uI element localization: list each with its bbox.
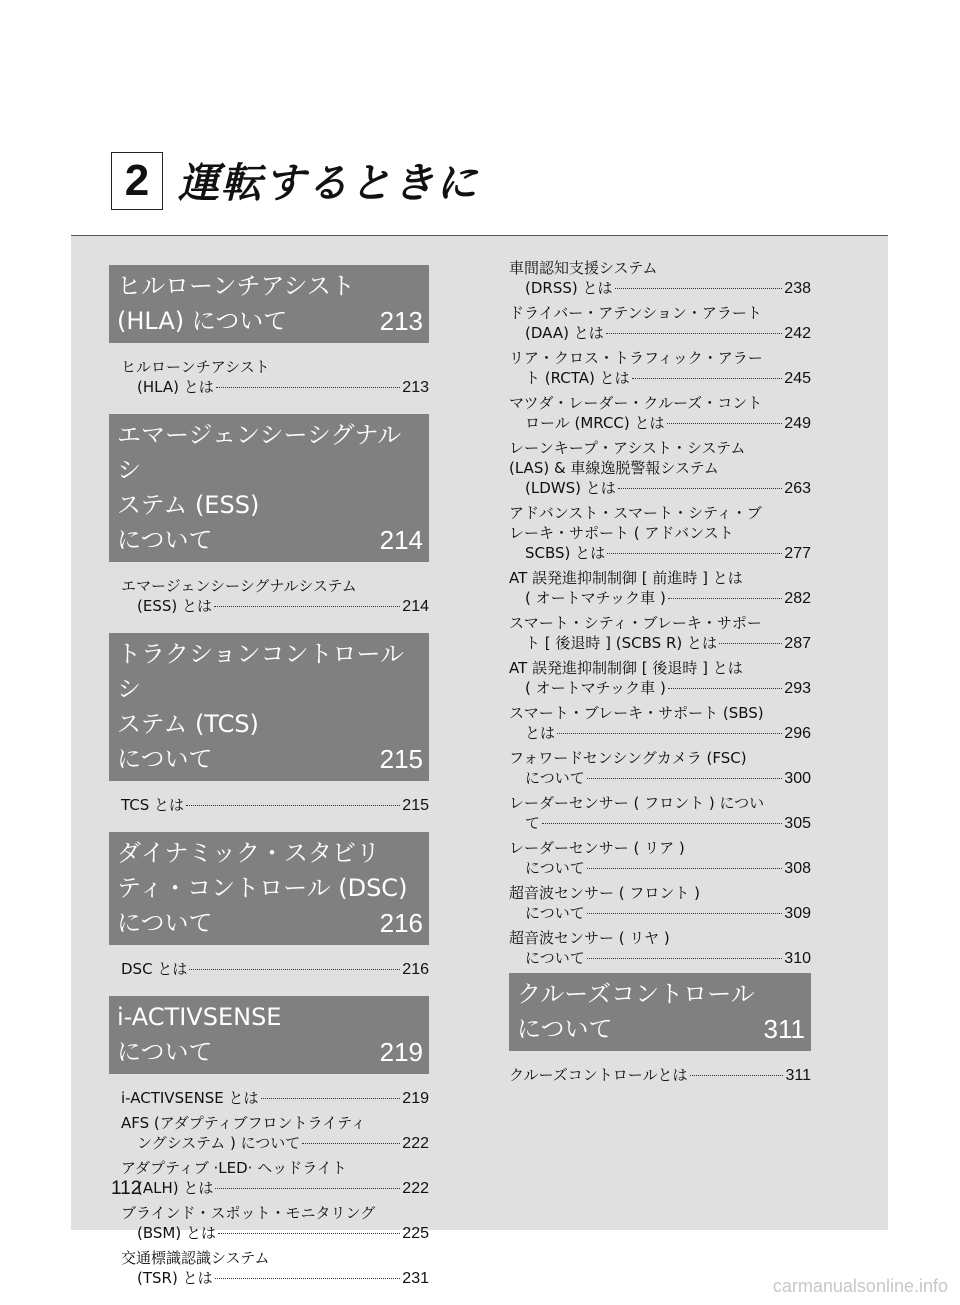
entry-text-line: 車間認知支援システム [509,259,658,277]
section-title: トラクションコントロールシ ステム (TCS) について [117,640,405,773]
entry-page-number: 305 [784,815,811,832]
toc-entry[interactable] [509,748,811,789]
section-header[interactable] [109,633,429,781]
dot-leader [587,868,783,869]
entry-text-line: マツダ・レーダー・クルーズ・コント [509,394,763,412]
right-section-group [509,973,811,1086]
toc-entry[interactable] [509,883,811,924]
dot-leader [606,333,783,334]
entry-page-number: 219 [402,1090,429,1107]
entry-text-line: について [525,949,585,967]
entry-text-line: (LAS) & 車線逸脱警報システム [509,459,719,477]
toc-entry[interactable] [509,258,811,299]
dot-leader [607,553,782,554]
toc-entry[interactable] [109,959,429,980]
dot-leader [668,598,783,599]
section-page-number: 311 [763,1014,805,1044]
right-entry-list [509,258,811,969]
toc-entry[interactable] [509,658,811,699]
section-header[interactable] [509,973,811,1051]
toc-entry[interactable] [109,1158,429,1199]
entry-text-line: レーダーセンサー ( フロント ) につい [509,794,765,812]
toc-entry[interactable] [509,613,811,654]
entry-text-line: について [525,904,585,922]
entry-last-line [509,543,811,564]
entry-text-line: ト (RCTA) とは [525,369,630,387]
entry-last-line [121,1223,429,1244]
entry-text-line: ブラインド・スポット・モニタリング [121,1204,376,1222]
chapter-title: 運転するときに [178,159,479,207]
entry-page-number: 310 [784,950,811,967]
dot-leader [186,805,400,806]
dot-leader [615,288,783,289]
entry-text-line: AT 誤発進抑制制御 [ 後退時 ] とは [509,659,743,677]
toc-entry[interactable] [509,703,811,744]
toc-entry[interactable] [109,576,429,617]
entry-text-line: リア・クロス・トラフィック・アラー [509,349,763,367]
entry-page-number: 300 [784,770,811,787]
section-header[interactable] [109,414,429,562]
entry-last-line [509,723,811,744]
entry-text-line: について [525,859,585,877]
dot-leader [215,1278,401,1279]
entry-last-line [121,1178,429,1199]
dot-leader [302,1143,400,1144]
toc-entry[interactable] [109,795,429,816]
entry-text-line: ( オートマチック車 ) [525,679,666,697]
entry-text-line: (HLA) とは [137,378,214,396]
dot-leader [557,733,782,734]
entry-text-line: アダプティブ ·LED· ヘッドライト [121,1159,347,1177]
entry-page-number: 231 [402,1270,429,1287]
toc-entry[interactable] [509,928,811,969]
page-number: 112 [111,1178,142,1199]
dot-leader [218,1233,400,1234]
section-entry-list [109,357,429,398]
entry-text-line: エマージェンシーシグナルシステム [121,577,357,595]
entry-text-line: (DRSS) とは [525,279,613,297]
entry-page-number: 215 [402,797,429,814]
entry-last-line [121,795,429,816]
section-title: エマージェンシーシグナルシ ステム (ESS) について [117,421,402,554]
entry-text-line: ロール (MRCC) とは [525,414,665,432]
entry-last-line [509,858,811,879]
dot-leader [542,823,782,824]
section-header[interactable] [109,265,429,343]
entry-page-number: 263 [784,480,811,497]
entry-text-line: SCBS) とは [525,544,606,562]
section-header[interactable] [109,832,429,945]
entry-text-line: レーダーセンサー ( リア ) [509,839,685,857]
dot-leader [719,643,782,644]
entry-text-line: とは [525,724,556,742]
entry-last-line [509,588,811,609]
entry-last-line [509,368,811,389]
section-title: クルーズコントロール について [517,980,755,1043]
entry-page-number: 245 [784,370,811,387]
entry-page-number: 282 [784,590,811,607]
entry-last-line [509,633,811,654]
entry-page-number: 308 [784,860,811,877]
toc-entry[interactable] [109,357,429,398]
chapter-number-box: 2 [111,152,163,210]
dot-leader [632,378,783,379]
toc-entry[interactable] [509,348,811,389]
toc-entry[interactable] [509,393,811,434]
entry-page-number: 216 [402,961,429,978]
section-entry-list [109,1088,429,1289]
entry-last-line [509,678,811,699]
entry-text-line: (ALH) とは [137,1179,214,1197]
toc-entry[interactable] [109,1088,429,1109]
entry-text-line: ングシステム ) について [137,1134,301,1152]
entry-text-line: レーンキープ・アシスト・システム [509,439,746,457]
section-entry-list [109,795,429,816]
entry-last-line [509,903,811,924]
entry-text-line: スマート・シティ・ブレーキ・サポー [509,614,762,632]
entry-page-number: 238 [784,280,811,297]
entry-text-line: スマート・ブレーキ・サポート (SBS) [509,704,764,722]
entry-text-line: (DAA) とは [525,324,604,342]
entry-last-line [121,1268,429,1289]
section-entry-list [509,1065,811,1086]
entry-text-line: クルーズコントロールとは [509,1066,688,1084]
toc-entry[interactable] [109,1113,429,1154]
toc-entry[interactable] [109,1248,429,1289]
entry-last-line [509,813,811,834]
section-entry-list [109,576,429,617]
entry-page-number: 293 [784,680,811,697]
entry-last-line [121,959,429,980]
entry-text-line: AT 誤発進抑制制御 [ 前進時 ] とは [509,569,743,587]
dot-leader [214,606,400,607]
entry-text-line: ( オートマチック車 ) [525,589,666,607]
watermark: carmanualsonline.info [772,1276,948,1296]
entry-page-number: 287 [784,635,811,652]
entry-text-line: (ESS) とは [137,597,212,615]
entry-page-number: 309 [784,905,811,922]
entry-text-line: TCS とは [121,796,185,814]
entry-last-line [509,948,811,969]
entry-text-line: DSC とは [121,960,188,978]
section-page-number: 213 [379,306,423,336]
dot-leader [587,958,783,959]
entry-page-number: 277 [784,545,811,562]
section-entry-list [109,959,429,980]
entry-text-line: i-ACTIVSENSE とは [121,1089,259,1107]
dot-leader [587,778,783,779]
section-page-number: 214 [379,525,423,555]
entry-last-line [509,323,811,344]
entry-text-line: ト [ 後退時 ] (SCBS R) とは [525,634,717,652]
dot-leader [690,1075,784,1076]
toc-entry[interactable] [509,793,811,834]
toc-entry[interactable] [109,1203,429,1244]
entry-page-number: 225 [402,1225,429,1242]
toc-left-column [109,265,429,1305]
entry-last-line [121,1133,429,1154]
entry-text-line: レーキ・サポート ( アドバンスト [509,524,734,542]
entry-page-number: 222 [402,1180,429,1197]
entry-page-number: 242 [784,325,811,342]
section-title: ダイナミック・スタビリ ティ・コントロール (DSC) について [117,839,408,937]
section-page-number: 219 [379,1037,423,1067]
section-page-number: 215 [379,744,423,774]
dot-leader [215,1188,400,1189]
entry-last-line [121,596,429,617]
dot-leader [668,688,783,689]
toc-entry[interactable] [509,568,811,609]
entry-page-number: 213 [402,379,429,396]
dot-leader [618,488,783,489]
dot-leader [667,423,783,424]
dot-leader [587,913,783,914]
entry-last-line [121,377,429,398]
entry-text-line: (TSR) とは [137,1269,213,1287]
section-header[interactable] [109,996,429,1074]
entry-last-line [509,278,811,299]
entry-text-line: 交通標識認識システム [121,1249,270,1267]
section-title: ヒルローンチアシスト (HLA) について [117,272,355,335]
entry-text-line: フォワードセンシングカメラ (FSC) [509,749,747,767]
entry-text-line: 超音波センサー ( フロント ) [509,884,701,902]
entry-page-number: 311 [785,1067,811,1084]
toc-entry[interactable] [509,438,811,499]
entry-text-line: ヒルローンチアシスト [121,358,270,376]
toc-entry[interactable] [509,303,811,344]
entry-page-number: 249 [784,415,811,432]
entry-text-line: アドバンスト・スマート・シティ・ブ [509,504,762,522]
entry-text-line: (BSM) とは [137,1224,216,1242]
toc-entry[interactable] [509,503,811,564]
entry-page-number: 214 [402,598,429,615]
entry-last-line [509,478,811,499]
entry-last-line [509,413,811,434]
toc-entry[interactable] [509,838,811,879]
entry-text-line: (LDWS) とは [525,479,616,497]
toc-entry[interactable] [509,1065,811,1086]
toc-right-column [509,258,811,1102]
entry-last-line [509,1065,811,1086]
entry-last-line [121,1088,429,1109]
entry-text-line: 超音波センサー ( リヤ ) [509,929,670,947]
dot-leader [189,969,400,970]
entry-text-line: について [525,769,585,787]
section-page-number: 216 [379,908,423,938]
entry-last-line [509,768,811,789]
entry-text-line: ドライバー・アテンション・アラート [509,304,762,322]
entry-text-line: AFS (アダプティブフロントライティ [121,1114,366,1132]
dot-leader [216,387,401,388]
entry-page-number: 296 [784,725,811,742]
section-title: i-ACTIVSENSE について [117,1003,282,1066]
entry-page-number: 222 [402,1135,429,1152]
dot-leader [261,1098,401,1099]
entry-text-line: て [525,814,541,832]
